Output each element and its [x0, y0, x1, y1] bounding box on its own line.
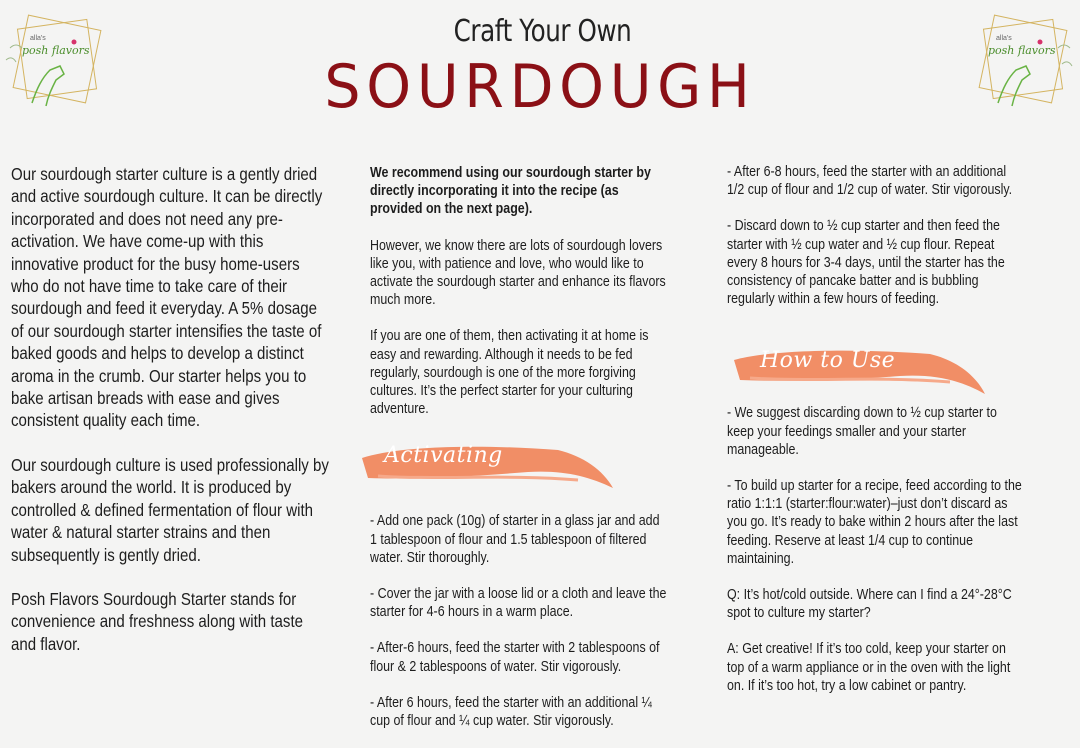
activation-step: - Add one pack (10g) of starter in a glass jar and add 1 tablespoon of flour and 1.5 tablespoon of filtered water. Stir thoroughly. [370, 513, 660, 566]
activation-step: - After-6 hours, feed the starter with 2 tablespoons of flour & 2 tablespoons of water. Stir vigorously. [370, 640, 660, 675]
logo-text: posh flavors [988, 44, 1056, 57]
how-to-use-heading: How to Use [760, 348, 896, 373]
paragraph: If you are one of them, then activating it at home is easy and rewarding. Although it needs to be fed regularly, sourdough is one of the more forgiving cultures. It’s the perfect starter for your culturing adventure. [370, 328, 649, 418]
feeding-step: - After 6-8 hours, feed the starter with an additional 1/2 cup of flour and 1/2 cup of water. Stir vigorously. [727, 164, 1013, 199]
intro-paragraph: Posh Flavors Sourdough Starter stands for convenience and freshness along with taste and flavor. [11, 588, 303, 654]
usage-tip: - To build up starter for a recipe, feed according to the ratio 1:1:1 (starter:flour:water)–just don’t discard as you go. It’s ready to bake within 2 hours after the last feeding. Reserve at least 1/4 cup to continue maintaining. [727, 478, 1022, 567]
feeding-column [727, 163, 1025, 713]
activation-step: - After 6 hours, feed the starter with an additional ¼ cup of flour and ¼ cup water. Stir vigorously. [370, 694, 652, 730]
title-craft-your-own: Craft Your Own [453, 14, 632, 49]
faq-answer: A: Get creative! If it’s too cold, keep your starter on top of a warm appliance or in the oven with the light on. If it’s too hot, try a low cabinet or pantry. [727, 641, 1011, 694]
intro-paragraph: Our sourdough culture is used professionally by bakers around the world. It is produced by controlled & defined fermentation of flour with water & natural starter strains and then subsequently is gently dried. [11, 454, 329, 565]
usage-tip: - We suggest discarding down to ½ cup starter to keep your feedings smaller and your starter manageable. [727, 405, 997, 458]
title-sourdough: SOURDOUGH [324, 52, 756, 122]
logo-small-text: alla's [996, 35, 1012, 42]
feeding-step: - Discard down to ½ cup starter and then feed the starter with ½ cup water and ½ cup flour. Repeat every 8 hours for 3-4 days, until the starter has the consistency of pancake batter and is bubbling regularly within a few hours of feeding. [727, 218, 1005, 308]
logo-text: posh flavors [22, 44, 90, 57]
logo-small-text: alla's [30, 35, 46, 42]
intro-paragraph: Our sourdough starter culture is a gently dried and active sourdough culture. It can be directly incorporated and does not need any pre-activation. We have come-up with this innovative product for the busy home-users who do not have time to take care of their sourdough and feed it everyday. A 5% dosage of our sourdough starter intensifies the taste of baked goods and helps to develop a distinct aroma in the crumb. Our starter helps you to bake artisan breads with ease and gives consistent quality each time. [11, 164, 323, 431]
faq-question: Q: It’s hot/cold outside. Where can I find a 24°-28°C spot to culture my starter? [727, 587, 1012, 622]
activating-heading: Activating [384, 443, 503, 468]
intro-column [11, 163, 329, 677]
paragraph: However, we know there are lots of sourdough lovers like you, with patience and love, who would like to activate the sourdough starter and enhance its flavors much more. [370, 237, 666, 309]
recommendation-text: We recommend using our sourdough starter by directly incorporating it into the recipe (as provided on the next page). [370, 165, 651, 218]
activation-step: - Cover the jar with a loose lid or a cloth and leave the starter for 4-6 hours in a warm place. [370, 586, 667, 621]
